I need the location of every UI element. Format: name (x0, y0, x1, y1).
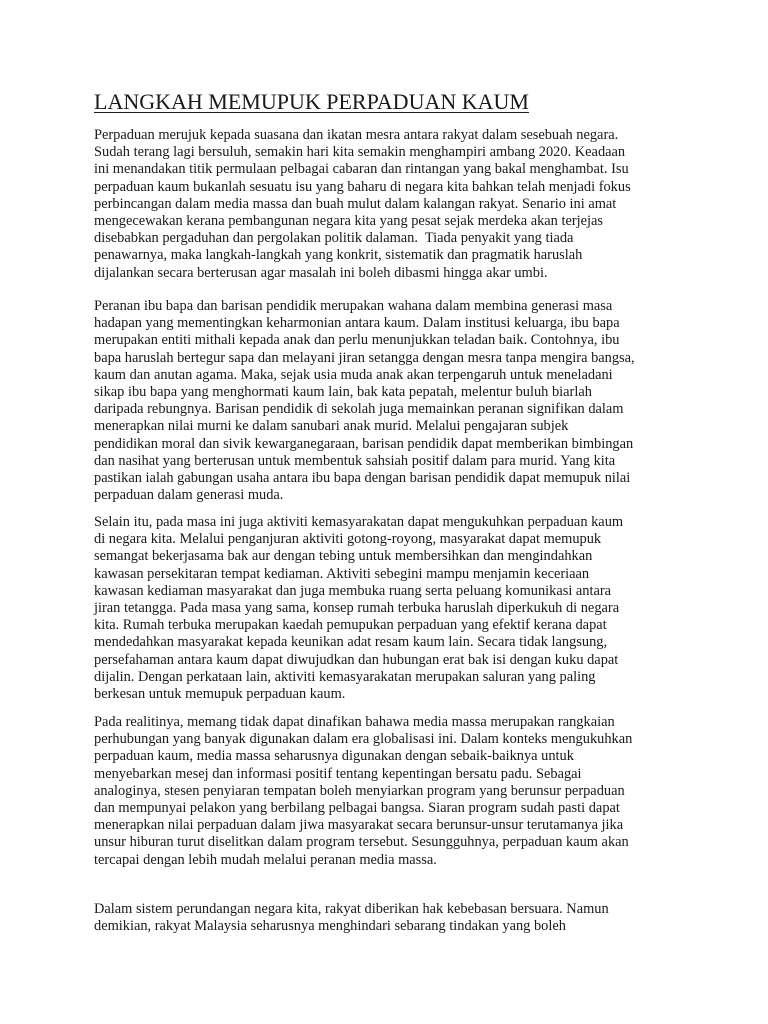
text-line: unsur hiburan turut diselitkan dalam program tersebut. Sesungguhnya, perpaduan kaum akan (94, 834, 629, 851)
paragraph-community-activities (94, 514, 623, 703)
text-line: menerapkan nilai murni ke dalam sanubari anak murid. Melalui pengajaran subjek (94, 418, 569, 435)
paragraph-mass-media (94, 714, 632, 869)
paragraph-legal-system (94, 901, 609, 935)
text-line: Pada realitinya, memang tidak dapat dinafikan bahawa media massa merupakan rangkaian (94, 714, 615, 730)
text-line: bapa haruslah bertegur sapa dan melayani jiran setangga dengan mesra tanpa mengira bangsa, (94, 349, 635, 366)
text-line: pastikan ialah gabungan usaha antara ibu bapa dengan barisan pendidik dapat memupuk nilai (94, 470, 631, 487)
text-line: demikian, rakyat Malaysia seharusnya menghindari sebarang tindakan yang boleh (94, 918, 566, 935)
text-line: kaum dan anutan agama. Maka, sejak usia muda anak akan terpengaruh untuk meneladani (94, 366, 613, 383)
text-line: kita. Rumah terbuka merupakan kaedah pemupukan perpaduan yang efektif kerana dapat (94, 617, 607, 634)
text-line: Dalam sistem perundangan negara kita, rakyat diberikan hak kebebasan bersuara. Namun (94, 901, 609, 917)
text-line: menerapkan nilai perpaduan dalam jiwa masyarakat secara berunsur-unsur terutamanya jika (94, 817, 624, 834)
text-line: Selain itu, pada masa ini juga aktiviti kemasyarakatan dapat mengukuhkan perpaduan kaum (94, 514, 624, 530)
text-line: menyebarkan mesej dan informasi positif tentang kepentingan bersatu padu. Sebagai (94, 765, 582, 782)
text-line: perpaduan dalam generasi muda. (94, 487, 284, 504)
text-line: mengecewakan kerana pembangunan negara kita yang pesat sejak merdeka akan terjejas (94, 213, 604, 230)
text-line: Peranan ibu bapa dan barisan pendidik merupakan wahana dalam membina generasi masa (94, 298, 613, 314)
text-line: sikap ibu bapa yang menghormati kaum lain, bak kata pepatah, melentur buluh biarlah (94, 384, 592, 401)
text-line: mendedahkan masyarakat kepada keunikan adat resam kaum lain. Secara tidak langsung, (94, 634, 608, 651)
text-line: merupakan entiti mithali kepada anak dan perlu menunjukkan teladan baik. Contohnya, ibu (94, 332, 620, 349)
text-line: pendidikan moral dan sivik kewarganegaraan, barisan pendidik dapat memberikan bimbingan (94, 435, 634, 452)
text-line: disebabkan pergaduhan dan pergolakan politik dalaman. Tiada penyakit yang tiada (94, 230, 574, 247)
text-line: Sudah terang lagi bersuluh, semakin hari kita semakin menghampiri ambang 2020. Keadaan (94, 144, 626, 161)
text-line: daripada rebungnya. Barisan pendidik di sekolah juga memainkan peranan signifikan dalam (94, 401, 624, 418)
text-line: persefahaman antara kaum dapat diwujudkan dan hubungan erat bak isi dengan kuku dapat (94, 651, 619, 668)
text-line: dijalin. Dengan perkataan lain, aktiviti kemasyarakatan merupakan saluran yang paling (94, 668, 596, 685)
document-title: LANGKAH MEMUPUK PERPADUAN KAUM (94, 89, 529, 114)
text-line: perhubungan yang banyak digunakan dalam era globalisasi ini. Dalam konteks mengukuhkan (94, 731, 633, 748)
text-line: analoginya, stesen penyiaran tempatan boleh menyiarkan program yang berunsur perpaduan (94, 782, 625, 799)
text-line: perpaduan kaum, media massa seharusnya digunakan dengan sebaik-baiknya untuk (94, 748, 574, 765)
text-line: dan mempunyai pelakon yang berbilang pelbagai bangsa. Siaran program sudah pasti dapat (94, 800, 620, 817)
text-line: dan nasihat yang berterusan untuk membentuk sahsiah positif dalam para murid. Yang kita (94, 452, 616, 469)
text-line: ini menandakan titik permulaan pelbagai cabaran dan rintangan yang bakal menghambat. Isu (94, 161, 629, 178)
text-line: perbincangan dalam media massa dan buah mulut dalam kalangan rakyat. Senario ini amat (94, 195, 617, 212)
paragraph-parents-educators (94, 298, 635, 504)
text-line: hadapan yang mementingkan keharmonian antara kaum. Dalam institusi keluarga, ibu bapa (94, 315, 620, 332)
text-line: berkesan untuk memupuk perpaduan kaum. (94, 686, 346, 703)
text-line: kawasan persekitaran tempat kediaman. Aktiviti sebegini mampu menjamin keceriaan (94, 565, 590, 582)
paragraph-introduction (94, 127, 631, 282)
text-line: Perpaduan merujuk kepada suasana dan ikatan mesra antara rakyat dalam sesebuah negara. (94, 127, 619, 143)
text-line: jiran tetangga. Pada masa yang sama, konsep rumah terbuka haruslah diperkukuh di negara (94, 600, 620, 617)
text-line: di negara kita. Melalui penganjuran aktiviti gotong-royong, masyarakat dapat memupuk (94, 531, 602, 548)
text-line: penawarnya, maka langkah-langkah yang konkrit, sistematik dan pragmatik haruslah (94, 247, 583, 264)
text-line: kawasan kediaman masyarakat dan juga membuka ruang serta peluang komunikasi antara (94, 582, 612, 599)
text-line: perpaduan kaum bukanlah sesuatu isu yang baharu di negara kita bahkan telah menjadi fokus (94, 178, 631, 195)
text-line: dijalankan secara berterusan agar masalah ini boleh dibasmi hingga akar umbi. (94, 264, 548, 281)
text-line: tercapai dengan lebih mudah melalui peranan media massa. (94, 851, 437, 868)
text-line: semangat bekerjasama bak aur dengan tebing untuk membersihkan dan mengindahkan (94, 548, 593, 565)
